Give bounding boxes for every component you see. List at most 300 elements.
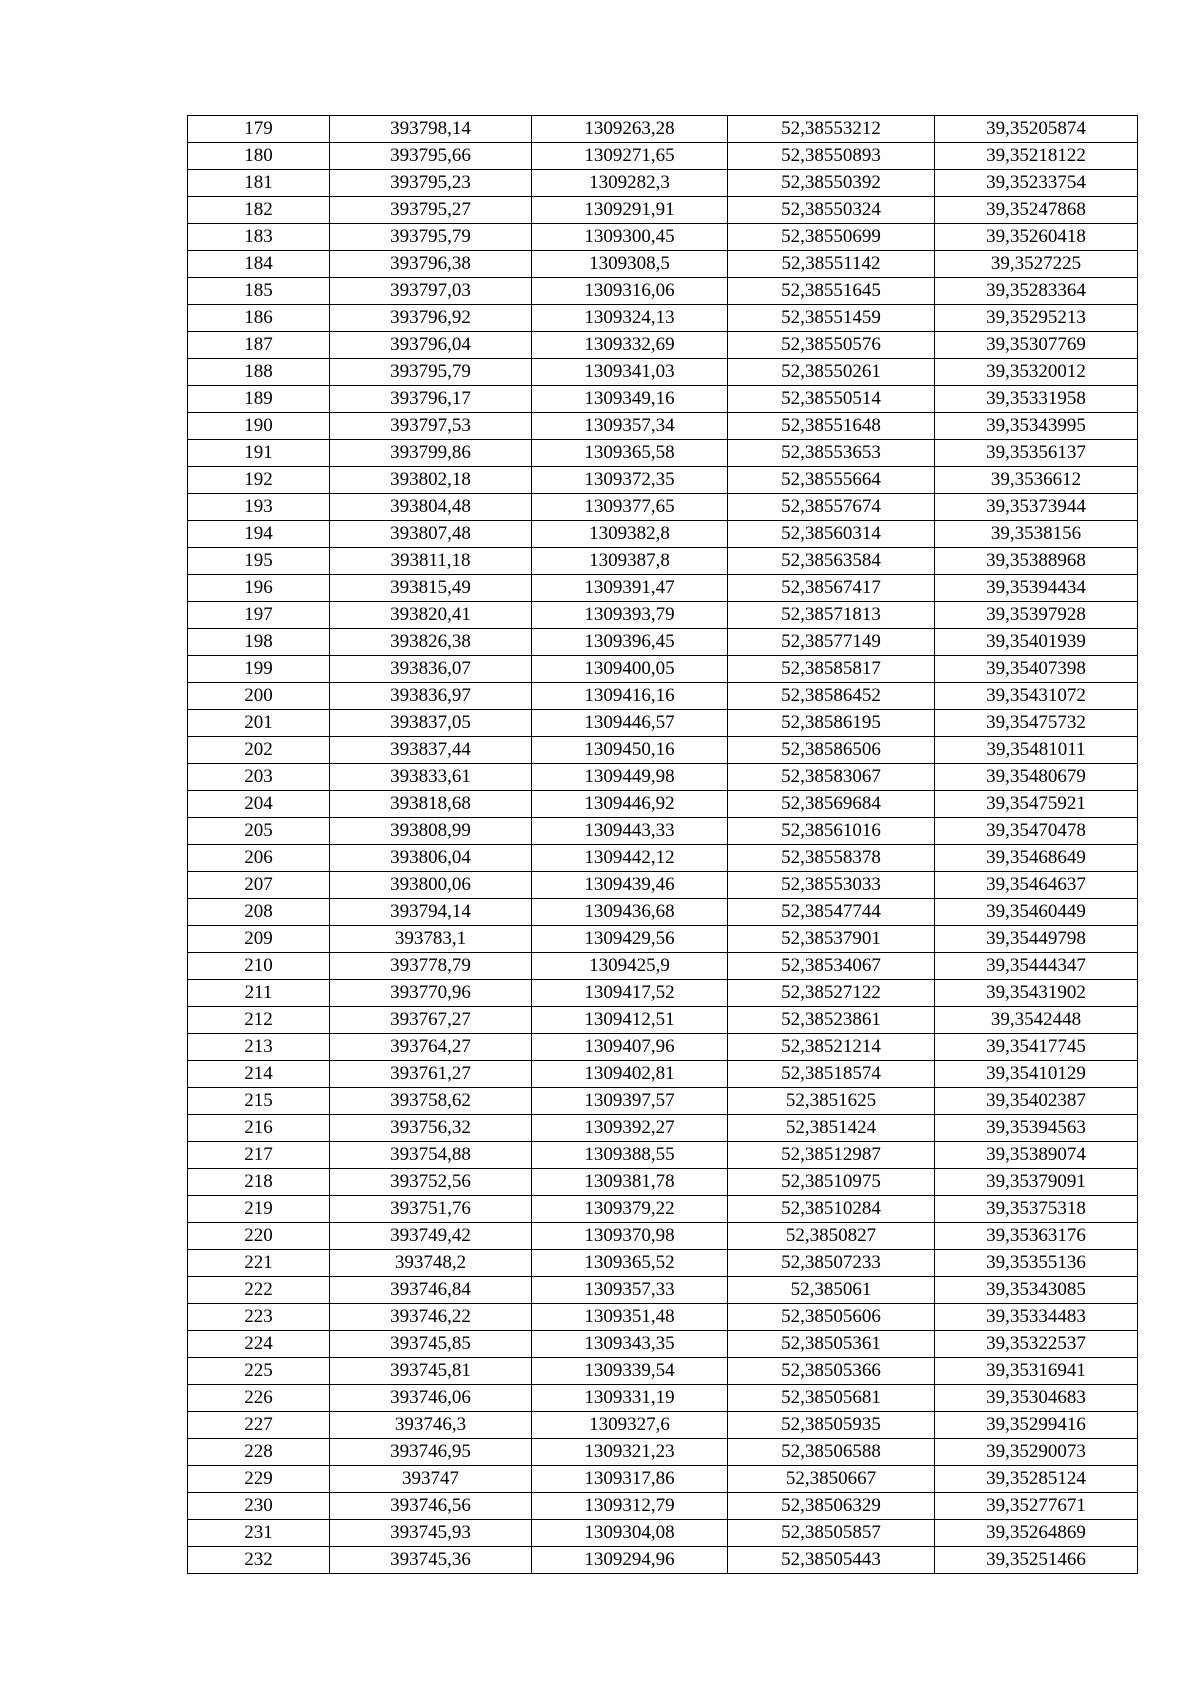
latitude-cell: 52,38553653 [728, 440, 935, 467]
table-row [188, 440, 1138, 467]
table-row [188, 872, 1138, 899]
longitude-cell: 39,35481011 [935, 737, 1138, 764]
longitude-cell: 39,35444347 [935, 953, 1138, 980]
y-coordinate-cell: 1309439,46 [532, 872, 728, 899]
table-row [188, 224, 1138, 251]
latitude-cell: 52,38537901 [728, 926, 935, 953]
latitude-cell: 52,38506588 [728, 1439, 935, 1466]
x-coordinate-cell: 393796,38 [330, 251, 532, 278]
longitude-cell: 39,35343085 [935, 1277, 1138, 1304]
y-coordinate-cell: 1309316,06 [532, 278, 728, 305]
longitude-cell: 39,35299416 [935, 1412, 1138, 1439]
longitude-cell: 39,35397928 [935, 602, 1138, 629]
y-coordinate-cell: 1309425,9 [532, 953, 728, 980]
point-number-cell: 211 [188, 980, 330, 1007]
latitude-cell: 52,38505443 [728, 1547, 935, 1574]
latitude-cell: 52,38550699 [728, 224, 935, 251]
longitude-cell: 39,35470478 [935, 818, 1138, 845]
latitude-cell: 52,38571813 [728, 602, 935, 629]
y-coordinate-cell: 1309392,27 [532, 1115, 728, 1142]
point-number-cell: 201 [188, 710, 330, 737]
latitude-cell: 52,38505606 [728, 1304, 935, 1331]
point-number-cell: 227 [188, 1412, 330, 1439]
longitude-cell: 39,35304683 [935, 1385, 1138, 1412]
table-row [188, 1466, 1138, 1493]
longitude-cell: 39,35316941 [935, 1358, 1138, 1385]
point-number-cell: 185 [188, 278, 330, 305]
point-number-cell: 181 [188, 170, 330, 197]
y-coordinate-cell: 1309321,23 [532, 1439, 728, 1466]
x-coordinate-cell: 393756,32 [330, 1115, 532, 1142]
table-row [188, 1034, 1138, 1061]
table-row [188, 737, 1138, 764]
latitude-cell: 52,38550514 [728, 386, 935, 413]
table-row [188, 764, 1138, 791]
latitude-cell: 52,38523861 [728, 1007, 935, 1034]
point-number-cell: 214 [188, 1061, 330, 1088]
longitude-cell: 39,35218122 [935, 143, 1138, 170]
x-coordinate-cell: 393797,53 [330, 413, 532, 440]
y-coordinate-cell: 1309372,35 [532, 467, 728, 494]
y-coordinate-cell: 1309391,47 [532, 575, 728, 602]
point-number-cell: 186 [188, 305, 330, 332]
point-number-cell: 197 [188, 602, 330, 629]
table-row [188, 116, 1138, 143]
longitude-cell: 39,35373944 [935, 494, 1138, 521]
longitude-cell: 39,35401939 [935, 629, 1138, 656]
y-coordinate-cell: 1309317,86 [532, 1466, 728, 1493]
y-coordinate-cell: 1309349,16 [532, 386, 728, 413]
y-coordinate-cell: 1309442,12 [532, 845, 728, 872]
latitude-cell: 52,38553212 [728, 116, 935, 143]
latitude-cell: 52,38550576 [728, 332, 935, 359]
table-row [188, 845, 1138, 872]
x-coordinate-cell: 393833,61 [330, 764, 532, 791]
y-coordinate-cell: 1309416,16 [532, 683, 728, 710]
table-row [188, 251, 1138, 278]
point-number-cell: 208 [188, 899, 330, 926]
longitude-cell: 39,35205874 [935, 116, 1138, 143]
latitude-cell: 52,38553033 [728, 872, 935, 899]
x-coordinate-cell: 393795,79 [330, 224, 532, 251]
latitude-cell: 52,38505361 [728, 1331, 935, 1358]
table-row [188, 143, 1138, 170]
x-coordinate-cell: 393836,97 [330, 683, 532, 710]
y-coordinate-cell: 1309341,03 [532, 359, 728, 386]
y-coordinate-cell: 1309339,54 [532, 1358, 728, 1385]
latitude-cell: 52,3850667 [728, 1466, 935, 1493]
y-coordinate-cell: 1309282,3 [532, 170, 728, 197]
x-coordinate-cell: 393745,93 [330, 1520, 532, 1547]
table-row [188, 1250, 1138, 1277]
latitude-cell: 52,38567417 [728, 575, 935, 602]
longitude-cell: 39,35475921 [935, 791, 1138, 818]
table-row [188, 1331, 1138, 1358]
x-coordinate-cell: 393746,84 [330, 1277, 532, 1304]
table-row [188, 1520, 1138, 1547]
point-number-cell: 220 [188, 1223, 330, 1250]
latitude-cell: 52,3850827 [728, 1223, 935, 1250]
y-coordinate-cell: 1309263,28 [532, 116, 728, 143]
coordinates-table [187, 115, 1138, 1574]
table-row [188, 1169, 1138, 1196]
point-number-cell: 182 [188, 197, 330, 224]
point-number-cell: 184 [188, 251, 330, 278]
latitude-cell: 52,38558378 [728, 845, 935, 872]
x-coordinate-cell: 393746,56 [330, 1493, 532, 1520]
table-row [188, 1385, 1138, 1412]
latitude-cell: 52,3851424 [728, 1115, 935, 1142]
longitude-cell: 39,3542448 [935, 1007, 1138, 1034]
point-number-cell: 223 [188, 1304, 330, 1331]
table-row [188, 656, 1138, 683]
latitude-cell: 52,38563584 [728, 548, 935, 575]
x-coordinate-cell: 393799,86 [330, 440, 532, 467]
y-coordinate-cell: 1309443,33 [532, 818, 728, 845]
longitude-cell: 39,35343995 [935, 413, 1138, 440]
y-coordinate-cell: 1309436,68 [532, 899, 728, 926]
latitude-cell: 52,38550324 [728, 197, 935, 224]
point-number-cell: 188 [188, 359, 330, 386]
x-coordinate-cell: 393747 [330, 1466, 532, 1493]
x-coordinate-cell: 393745,85 [330, 1331, 532, 1358]
point-number-cell: 210 [188, 953, 330, 980]
y-coordinate-cell: 1309382,8 [532, 521, 728, 548]
latitude-cell: 52,38585817 [728, 656, 935, 683]
latitude-cell: 52,38561016 [728, 818, 935, 845]
x-coordinate-cell: 393764,27 [330, 1034, 532, 1061]
y-coordinate-cell: 1309446,92 [532, 791, 728, 818]
table-row [188, 1088, 1138, 1115]
latitude-cell: 52,38583067 [728, 764, 935, 791]
table-row [188, 1547, 1138, 1574]
longitude-cell: 39,35460449 [935, 899, 1138, 926]
table-row [188, 1277, 1138, 1304]
x-coordinate-cell: 393804,48 [330, 494, 532, 521]
y-coordinate-cell: 1309351,48 [532, 1304, 728, 1331]
x-coordinate-cell: 393795,66 [330, 143, 532, 170]
longitude-cell: 39,35295213 [935, 305, 1138, 332]
y-coordinate-cell: 1309271,65 [532, 143, 728, 170]
latitude-cell: 52,38506329 [728, 1493, 935, 1520]
latitude-cell: 52,38550392 [728, 170, 935, 197]
y-coordinate-cell: 1309300,45 [532, 224, 728, 251]
x-coordinate-cell: 393820,41 [330, 602, 532, 629]
point-number-cell: 216 [188, 1115, 330, 1142]
longitude-cell: 39,35410129 [935, 1061, 1138, 1088]
longitude-cell: 39,3538156 [935, 521, 1138, 548]
latitude-cell: 52,38505681 [728, 1385, 935, 1412]
table-row [188, 278, 1138, 305]
x-coordinate-cell: 393818,68 [330, 791, 532, 818]
x-coordinate-cell: 393802,18 [330, 467, 532, 494]
table-row [188, 1142, 1138, 1169]
latitude-cell: 52,38510284 [728, 1196, 935, 1223]
latitude-cell: 52,38586452 [728, 683, 935, 710]
longitude-cell: 39,35356137 [935, 440, 1138, 467]
table-row [188, 1493, 1138, 1520]
latitude-cell: 52,38551142 [728, 251, 935, 278]
table-row [188, 710, 1138, 737]
x-coordinate-cell: 393815,49 [330, 575, 532, 602]
y-coordinate-cell: 1309327,6 [532, 1412, 728, 1439]
longitude-cell: 39,35388968 [935, 548, 1138, 575]
longitude-cell: 39,35464637 [935, 872, 1138, 899]
x-coordinate-cell: 393797,03 [330, 278, 532, 305]
table-row [188, 1007, 1138, 1034]
point-number-cell: 195 [188, 548, 330, 575]
x-coordinate-cell: 393770,96 [330, 980, 532, 1007]
y-coordinate-cell: 1309312,79 [532, 1493, 728, 1520]
latitude-cell: 52,38527122 [728, 980, 935, 1007]
x-coordinate-cell: 393795,23 [330, 170, 532, 197]
y-coordinate-cell: 1309381,78 [532, 1169, 728, 1196]
table-row [188, 1412, 1138, 1439]
y-coordinate-cell: 1309331,19 [532, 1385, 728, 1412]
x-coordinate-cell: 393826,38 [330, 629, 532, 656]
x-coordinate-cell: 393795,79 [330, 359, 532, 386]
y-coordinate-cell: 1309397,57 [532, 1088, 728, 1115]
latitude-cell: 52,3851625 [728, 1088, 935, 1115]
point-number-cell: 198 [188, 629, 330, 656]
table-row [188, 575, 1138, 602]
latitude-cell: 52,38507233 [728, 1250, 935, 1277]
y-coordinate-cell: 1309402,81 [532, 1061, 728, 1088]
y-coordinate-cell: 1309446,57 [532, 710, 728, 737]
x-coordinate-cell: 393800,06 [330, 872, 532, 899]
point-number-cell: 225 [188, 1358, 330, 1385]
y-coordinate-cell: 1309407,96 [532, 1034, 728, 1061]
x-coordinate-cell: 393811,18 [330, 548, 532, 575]
table-row [188, 602, 1138, 629]
y-coordinate-cell: 1309377,65 [532, 494, 728, 521]
x-coordinate-cell: 393796,92 [330, 305, 532, 332]
table-row [188, 332, 1138, 359]
x-coordinate-cell: 393796,17 [330, 386, 532, 413]
x-coordinate-cell: 393796,04 [330, 332, 532, 359]
x-coordinate-cell: 393749,42 [330, 1223, 532, 1250]
x-coordinate-cell: 393798,14 [330, 116, 532, 143]
table-row [188, 1115, 1138, 1142]
x-coordinate-cell: 393748,2 [330, 1250, 532, 1277]
longitude-cell: 39,35394563 [935, 1115, 1138, 1142]
table-row [188, 359, 1138, 386]
y-coordinate-cell: 1309291,91 [532, 197, 728, 224]
x-coordinate-cell: 393751,76 [330, 1196, 532, 1223]
table-row [188, 629, 1138, 656]
longitude-cell: 39,35431902 [935, 980, 1138, 1007]
x-coordinate-cell: 393807,48 [330, 521, 532, 548]
table-row [188, 494, 1138, 521]
longitude-cell: 39,35331958 [935, 386, 1138, 413]
point-number-cell: 209 [188, 926, 330, 953]
point-number-cell: 202 [188, 737, 330, 764]
x-coordinate-cell: 393758,62 [330, 1088, 532, 1115]
point-number-cell: 226 [188, 1385, 330, 1412]
latitude-cell: 52,38510975 [728, 1169, 935, 1196]
point-number-cell: 222 [188, 1277, 330, 1304]
latitude-cell: 52,38550893 [728, 143, 935, 170]
latitude-cell: 52,38569684 [728, 791, 935, 818]
point-number-cell: 231 [188, 1520, 330, 1547]
y-coordinate-cell: 1309343,35 [532, 1331, 728, 1358]
y-coordinate-cell: 1309324,13 [532, 305, 728, 332]
y-coordinate-cell: 1309450,16 [532, 737, 728, 764]
y-coordinate-cell: 1309304,08 [532, 1520, 728, 1547]
x-coordinate-cell: 393754,88 [330, 1142, 532, 1169]
longitude-cell: 39,35389074 [935, 1142, 1138, 1169]
latitude-cell: 52,38505935 [728, 1412, 935, 1439]
table-row [188, 521, 1138, 548]
table-row [188, 413, 1138, 440]
table-row [188, 899, 1138, 926]
point-number-cell: 229 [188, 1466, 330, 1493]
latitude-cell: 52,38534067 [728, 953, 935, 980]
point-number-cell: 204 [188, 791, 330, 818]
longitude-cell: 39,35290073 [935, 1439, 1138, 1466]
latitude-cell: 52,38586506 [728, 737, 935, 764]
point-number-cell: 200 [188, 683, 330, 710]
x-coordinate-cell: 393767,27 [330, 1007, 532, 1034]
point-number-cell: 232 [188, 1547, 330, 1574]
table-row [188, 386, 1138, 413]
x-coordinate-cell: 393837,44 [330, 737, 532, 764]
longitude-cell: 39,35363176 [935, 1223, 1138, 1250]
x-coordinate-cell: 393746,22 [330, 1304, 532, 1331]
point-number-cell: 194 [188, 521, 330, 548]
x-coordinate-cell: 393778,79 [330, 953, 532, 980]
longitude-cell: 39,3536612 [935, 467, 1138, 494]
y-coordinate-cell: 1309365,58 [532, 440, 728, 467]
table-row [188, 980, 1138, 1007]
point-number-cell: 221 [188, 1250, 330, 1277]
point-number-cell: 207 [188, 872, 330, 899]
table-row [188, 818, 1138, 845]
longitude-cell: 39,35283364 [935, 278, 1138, 305]
x-coordinate-cell: 393836,07 [330, 656, 532, 683]
longitude-cell: 39,35322537 [935, 1331, 1138, 1358]
point-number-cell: 219 [188, 1196, 330, 1223]
table-row [188, 1439, 1138, 1466]
table-row [188, 1304, 1138, 1331]
latitude-cell: 52,38518574 [728, 1061, 935, 1088]
longitude-cell: 39,35233754 [935, 170, 1138, 197]
point-number-cell: 191 [188, 440, 330, 467]
point-number-cell: 193 [188, 494, 330, 521]
point-number-cell: 189 [188, 386, 330, 413]
table-row [188, 197, 1138, 224]
coordinates-table-body [188, 116, 1138, 1574]
latitude-cell: 52,38512987 [728, 1142, 935, 1169]
longitude-cell: 39,35277671 [935, 1493, 1138, 1520]
x-coordinate-cell: 393746,06 [330, 1385, 532, 1412]
table-row [188, 170, 1138, 197]
x-coordinate-cell: 393746,95 [330, 1439, 532, 1466]
point-number-cell: 179 [188, 116, 330, 143]
y-coordinate-cell: 1309412,51 [532, 1007, 728, 1034]
x-coordinate-cell: 393794,14 [330, 899, 532, 926]
point-number-cell: 230 [188, 1493, 330, 1520]
y-coordinate-cell: 1309396,45 [532, 629, 728, 656]
table-row [188, 791, 1138, 818]
longitude-cell: 39,35394434 [935, 575, 1138, 602]
point-number-cell: 190 [188, 413, 330, 440]
latitude-cell: 52,38557674 [728, 494, 935, 521]
y-coordinate-cell: 1309332,69 [532, 332, 728, 359]
latitude-cell: 52,38521214 [728, 1034, 935, 1061]
x-coordinate-cell: 393752,56 [330, 1169, 532, 1196]
latitude-cell: 52,38550261 [728, 359, 935, 386]
table-row [188, 1223, 1138, 1250]
longitude-cell: 39,3527225 [935, 251, 1138, 278]
point-number-cell: 187 [188, 332, 330, 359]
point-number-cell: 217 [188, 1142, 330, 1169]
point-number-cell: 205 [188, 818, 330, 845]
point-number-cell: 196 [188, 575, 330, 602]
longitude-cell: 39,35334483 [935, 1304, 1138, 1331]
point-number-cell: 224 [188, 1331, 330, 1358]
latitude-cell: 52,38551459 [728, 305, 935, 332]
y-coordinate-cell: 1309429,56 [532, 926, 728, 953]
point-number-cell: 180 [188, 143, 330, 170]
y-coordinate-cell: 1309417,52 [532, 980, 728, 1007]
table-row [188, 467, 1138, 494]
longitude-cell: 39,35449798 [935, 926, 1138, 953]
x-coordinate-cell: 393808,99 [330, 818, 532, 845]
longitude-cell: 39,35320012 [935, 359, 1138, 386]
y-coordinate-cell: 1309388,55 [532, 1142, 728, 1169]
longitude-cell: 39,35480679 [935, 764, 1138, 791]
y-coordinate-cell: 1309393,79 [532, 602, 728, 629]
y-coordinate-cell: 1309370,98 [532, 1223, 728, 1250]
x-coordinate-cell: 393746,3 [330, 1412, 532, 1439]
latitude-cell: 52,38505857 [728, 1520, 935, 1547]
x-coordinate-cell: 393745,36 [330, 1547, 532, 1574]
point-number-cell: 212 [188, 1007, 330, 1034]
point-number-cell: 206 [188, 845, 330, 872]
longitude-cell: 39,35247868 [935, 197, 1138, 224]
longitude-cell: 39,35307769 [935, 332, 1138, 359]
longitude-cell: 39,35375318 [935, 1196, 1138, 1223]
x-coordinate-cell: 393783,1 [330, 926, 532, 953]
table-row [188, 548, 1138, 575]
y-coordinate-cell: 1309400,05 [532, 656, 728, 683]
longitude-cell: 39,35251466 [935, 1547, 1138, 1574]
x-coordinate-cell: 393837,05 [330, 710, 532, 737]
table-row [188, 683, 1138, 710]
latitude-cell: 52,38577149 [728, 629, 935, 656]
longitude-cell: 39,35475732 [935, 710, 1138, 737]
point-number-cell: 213 [188, 1034, 330, 1061]
y-coordinate-cell: 1309357,34 [532, 413, 728, 440]
latitude-cell: 52,38551645 [728, 278, 935, 305]
x-coordinate-cell: 393795,27 [330, 197, 532, 224]
point-number-cell: 192 [188, 467, 330, 494]
latitude-cell: 52,38586195 [728, 710, 935, 737]
y-coordinate-cell: 1309365,52 [532, 1250, 728, 1277]
x-coordinate-cell: 393806,04 [330, 845, 532, 872]
y-coordinate-cell: 1309379,22 [532, 1196, 728, 1223]
x-coordinate-cell: 393761,27 [330, 1061, 532, 1088]
longitude-cell: 39,35285124 [935, 1466, 1138, 1493]
latitude-cell: 52,38560314 [728, 521, 935, 548]
longitude-cell: 39,35260418 [935, 224, 1138, 251]
longitude-cell: 39,35468649 [935, 845, 1138, 872]
table-row [188, 1196, 1138, 1223]
longitude-cell: 39,35379091 [935, 1169, 1138, 1196]
latitude-cell: 52,38505366 [728, 1358, 935, 1385]
y-coordinate-cell: 1309357,33 [532, 1277, 728, 1304]
